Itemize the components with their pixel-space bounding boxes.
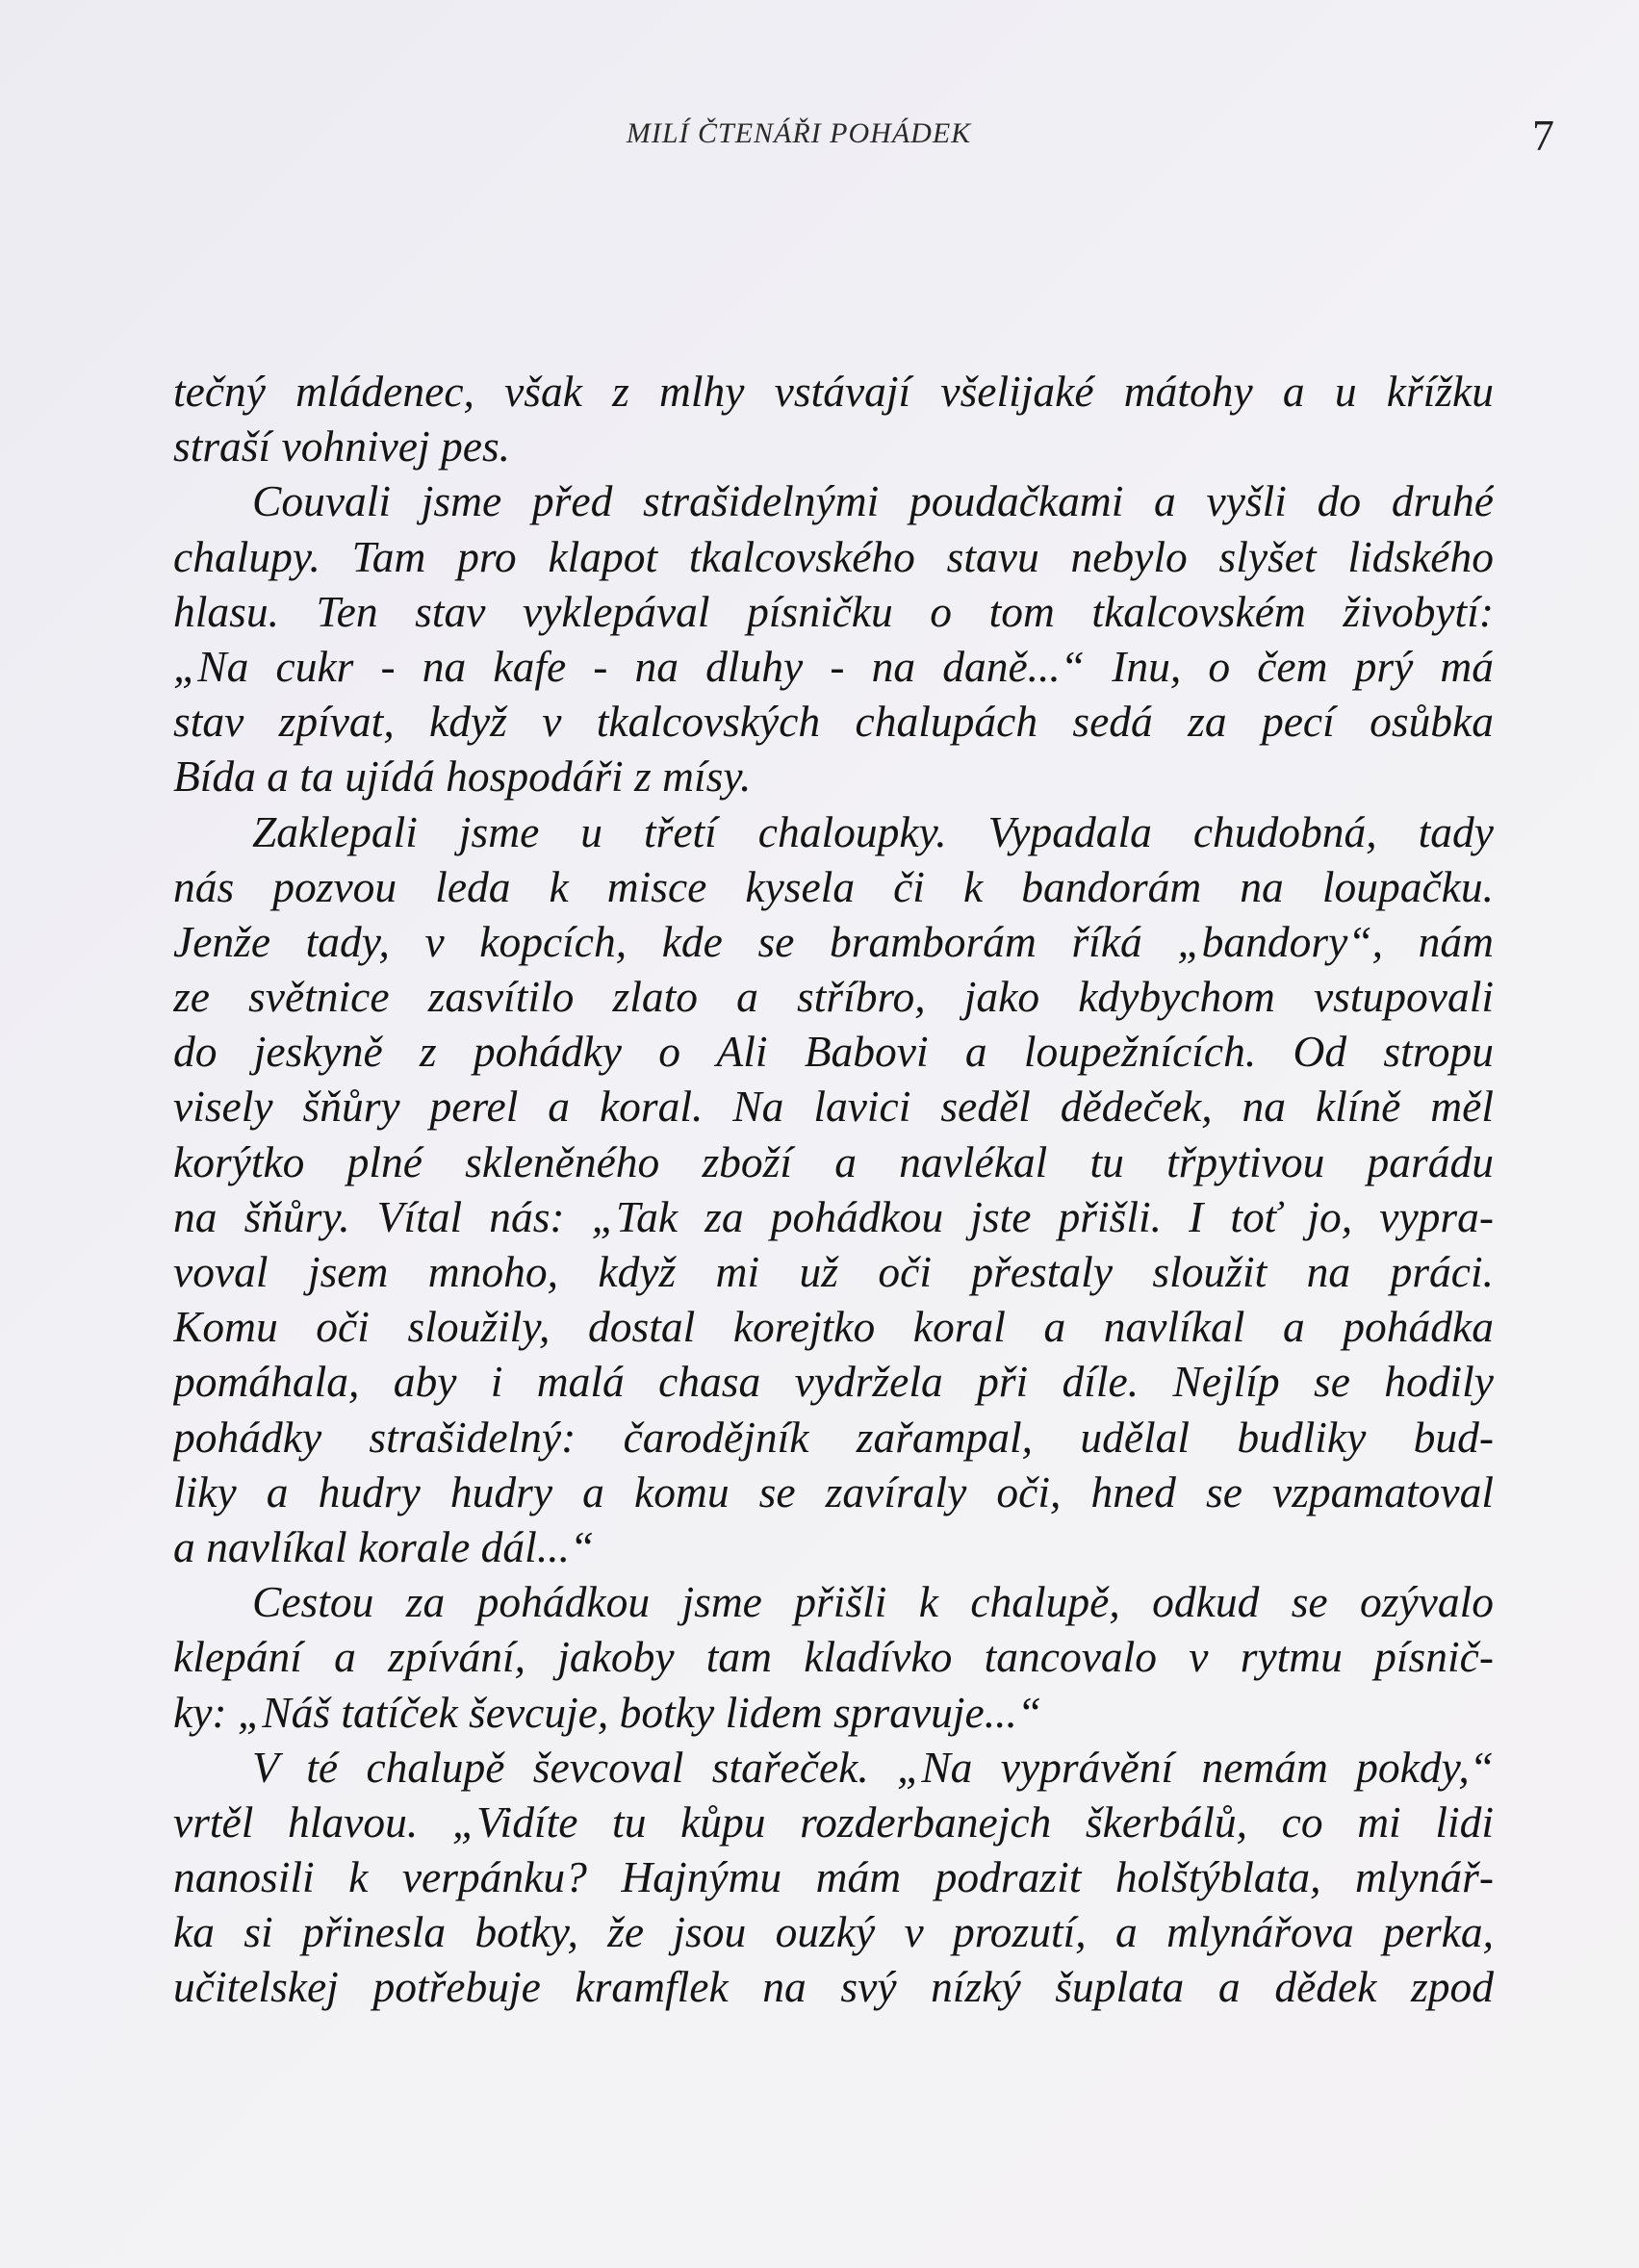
text-line: do jeskyně z pohádky o Ali Babovi a loupežnících. Od stropu: [173, 1027, 1494, 1077]
text-line: V té chalupě ševcoval stařeček. „Na vyprávění nemám pokdy,“: [252, 1742, 1494, 1792]
text-line: ka si přinesla botky, že jsou ouzký v prozutí, a mlynářova perka,: [173, 1907, 1494, 1957]
text-line: „Na cukr - na kafe - na dluhy - na daně...“ Inu, o čem prý má: [173, 641, 1494, 691]
running-title: MILÍ ČTENÁŘI POHÁDEK: [626, 117, 972, 149]
text-line: pohádky strašidelný: čarodějník zařampal, udělal budliky bud-: [173, 1412, 1494, 1462]
text-line: tečný mládenec, však z mlhy vstávají všelijaké mátohy a u křížku: [173, 367, 1494, 416]
text-line: visely šňůry perel a koral. Na lavici seděl dědeček, na klíně měl: [173, 1082, 1494, 1132]
text-line: Couvali jsme před strašidelnými poudačkami a vyšli do druhé: [252, 476, 1494, 526]
text-line: Bída a ta ujídá hospodáři z mísy.: [173, 752, 752, 802]
text-line: Zaklepali jsme u třetí chaloupky. Vypadala chudobná, tady: [252, 806, 1494, 856]
text-line: nanosili k verpánku? Hajnýmu mám podrazit holštýblata, mlynář-: [173, 1852, 1494, 1902]
text-line: stav zpívat, když v tkalcovských chalupách sedá za pecí osůbka: [173, 697, 1494, 747]
text-line: Komu oči sloužily, dostal korejtko koral a navlíkal a pohádka: [173, 1302, 1494, 1352]
text-line: učitelskej potřebuje kramflek na svý nízký šuplata a dědek zpod: [173, 1962, 1494, 2012]
text-line: ze světnice zasvítilo zlato a stříbro, jako kdybychom vstupovali: [173, 972, 1494, 1022]
text-line: hlasu. Ten stav vyklepával písničku o tom tkalcovském živobytí:: [173, 586, 1494, 636]
text-line: chalupy. Tam pro klapot tkalcovského stavu nebylo slyšet lidského: [173, 531, 1494, 581]
text-line: klepání a zpívání, jakoby tam kladívko tancovalo v rytmu písnič-: [173, 1632, 1494, 1682]
text-line: voval jsem mnoho, když mi už oči přestaly sloužit na práci.: [173, 1247, 1494, 1296]
body-text: [173, 364, 1494, 2015]
text-line: straší vohnivej pes.: [173, 421, 511, 471]
text-line: vrtěl hlavou. „Vidíte tu kůpu rozderbanejch škerbálů, co mi lidi: [173, 1797, 1494, 1847]
text-line: a navlíkal korale dál...“: [173, 1521, 595, 1571]
text-line: pomáhala, aby i malá chasa vydržela při díle. Nejlíp se hodily: [173, 1357, 1494, 1407]
page-number: 7: [1532, 111, 1554, 160]
text-line: nás pozvou leda k misce kysela či k bandorám na loupačku.: [173, 861, 1494, 911]
text-line: Jenže tady, v kopcích, kde se bramborám říká „bandory“, nám: [173, 916, 1494, 966]
text-line: Cestou za pohádkou jsme přišli k chalupě, odkud se ozývalo: [252, 1577, 1494, 1627]
text-line: ky: „Náš tatíček ševcuje, botky lidem spravuje...“: [173, 1687, 1042, 1737]
text-line: na šňůry. Vítal nás: „Tak za pohádkou jste přišli. I toť jo, vypra-: [173, 1191, 1494, 1241]
text-line: korýtko plné skleněného zboží a navlékal tu třpytivou parádu: [173, 1136, 1494, 1186]
text-line: liky a hudry hudry a komu se zavíraly oči, hned se vzpamatoval: [173, 1466, 1494, 1516]
